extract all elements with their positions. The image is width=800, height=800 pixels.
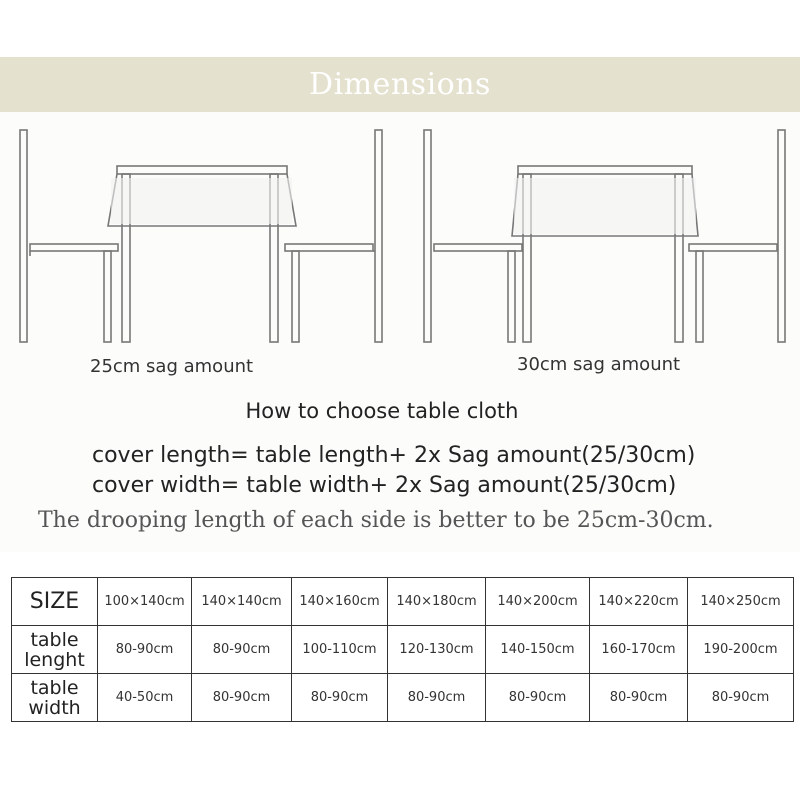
- length-cell: 80-90cm: [192, 626, 292, 674]
- size-cell: 140×200cm: [486, 578, 590, 626]
- table-row-size: [12, 578, 794, 626]
- length-cell: 160-170cm: [590, 626, 688, 674]
- guide-heading: How to choose table cloth: [245, 399, 519, 423]
- banner-title: Dimensions: [309, 67, 491, 102]
- size-table: [11, 577, 794, 722]
- size-cell: 140×140cm: [192, 578, 292, 626]
- cover-length-formula: cover length= table length+ 2x Sag amount(25/30cm): [92, 443, 696, 468]
- right-chair-right: [689, 130, 785, 342]
- width-cell: 80-90cm: [486, 674, 590, 722]
- size-cell: 140×250cm: [688, 578, 794, 626]
- table-row-width: [12, 674, 794, 722]
- size-cell: 140×180cm: [388, 578, 486, 626]
- left-chair-right: [285, 130, 382, 342]
- length-cell: 120-130cm: [388, 626, 486, 674]
- left-table: [108, 166, 296, 342]
- right-sag-caption: 30cm sag amount: [517, 354, 681, 375]
- size-cell: 140×220cm: [590, 578, 688, 626]
- right-table: [512, 166, 698, 342]
- length-header-cell: table lenght: [12, 626, 98, 674]
- length-cell: 80-90cm: [98, 626, 192, 674]
- cover-width-formula: cover width= table width+ 2x Sag amount(25/30cm): [92, 473, 677, 498]
- size-cell: 100×140cm: [98, 578, 192, 626]
- table-row-length: [12, 626, 794, 674]
- length-cell: 190-200cm: [688, 626, 794, 674]
- length-cell: 100-110cm: [292, 626, 388, 674]
- width-header-cell: table width: [12, 674, 98, 722]
- width-cell: 80-90cm: [292, 674, 388, 722]
- width-cell: 40-50cm: [98, 674, 192, 722]
- width-cell: 80-90cm: [192, 674, 292, 722]
- right-chair-left: [424, 130, 522, 342]
- size-cell: 140×160cm: [292, 578, 388, 626]
- length-cell: 140-150cm: [486, 626, 590, 674]
- dimensions-banner: [0, 57, 800, 112]
- left-chair-left: [20, 130, 118, 342]
- size-header-cell: SIZE: [12, 578, 98, 626]
- width-cell: 80-90cm: [688, 674, 794, 722]
- left-sag-caption: 25cm sag amount: [90, 356, 254, 377]
- drooping-note: The drooping length of each side is better to be 25cm-30cm.: [38, 508, 714, 533]
- width-cell: 80-90cm: [590, 674, 688, 722]
- table-illustration: [0, 112, 800, 352]
- width-cell: 80-90cm: [388, 674, 486, 722]
